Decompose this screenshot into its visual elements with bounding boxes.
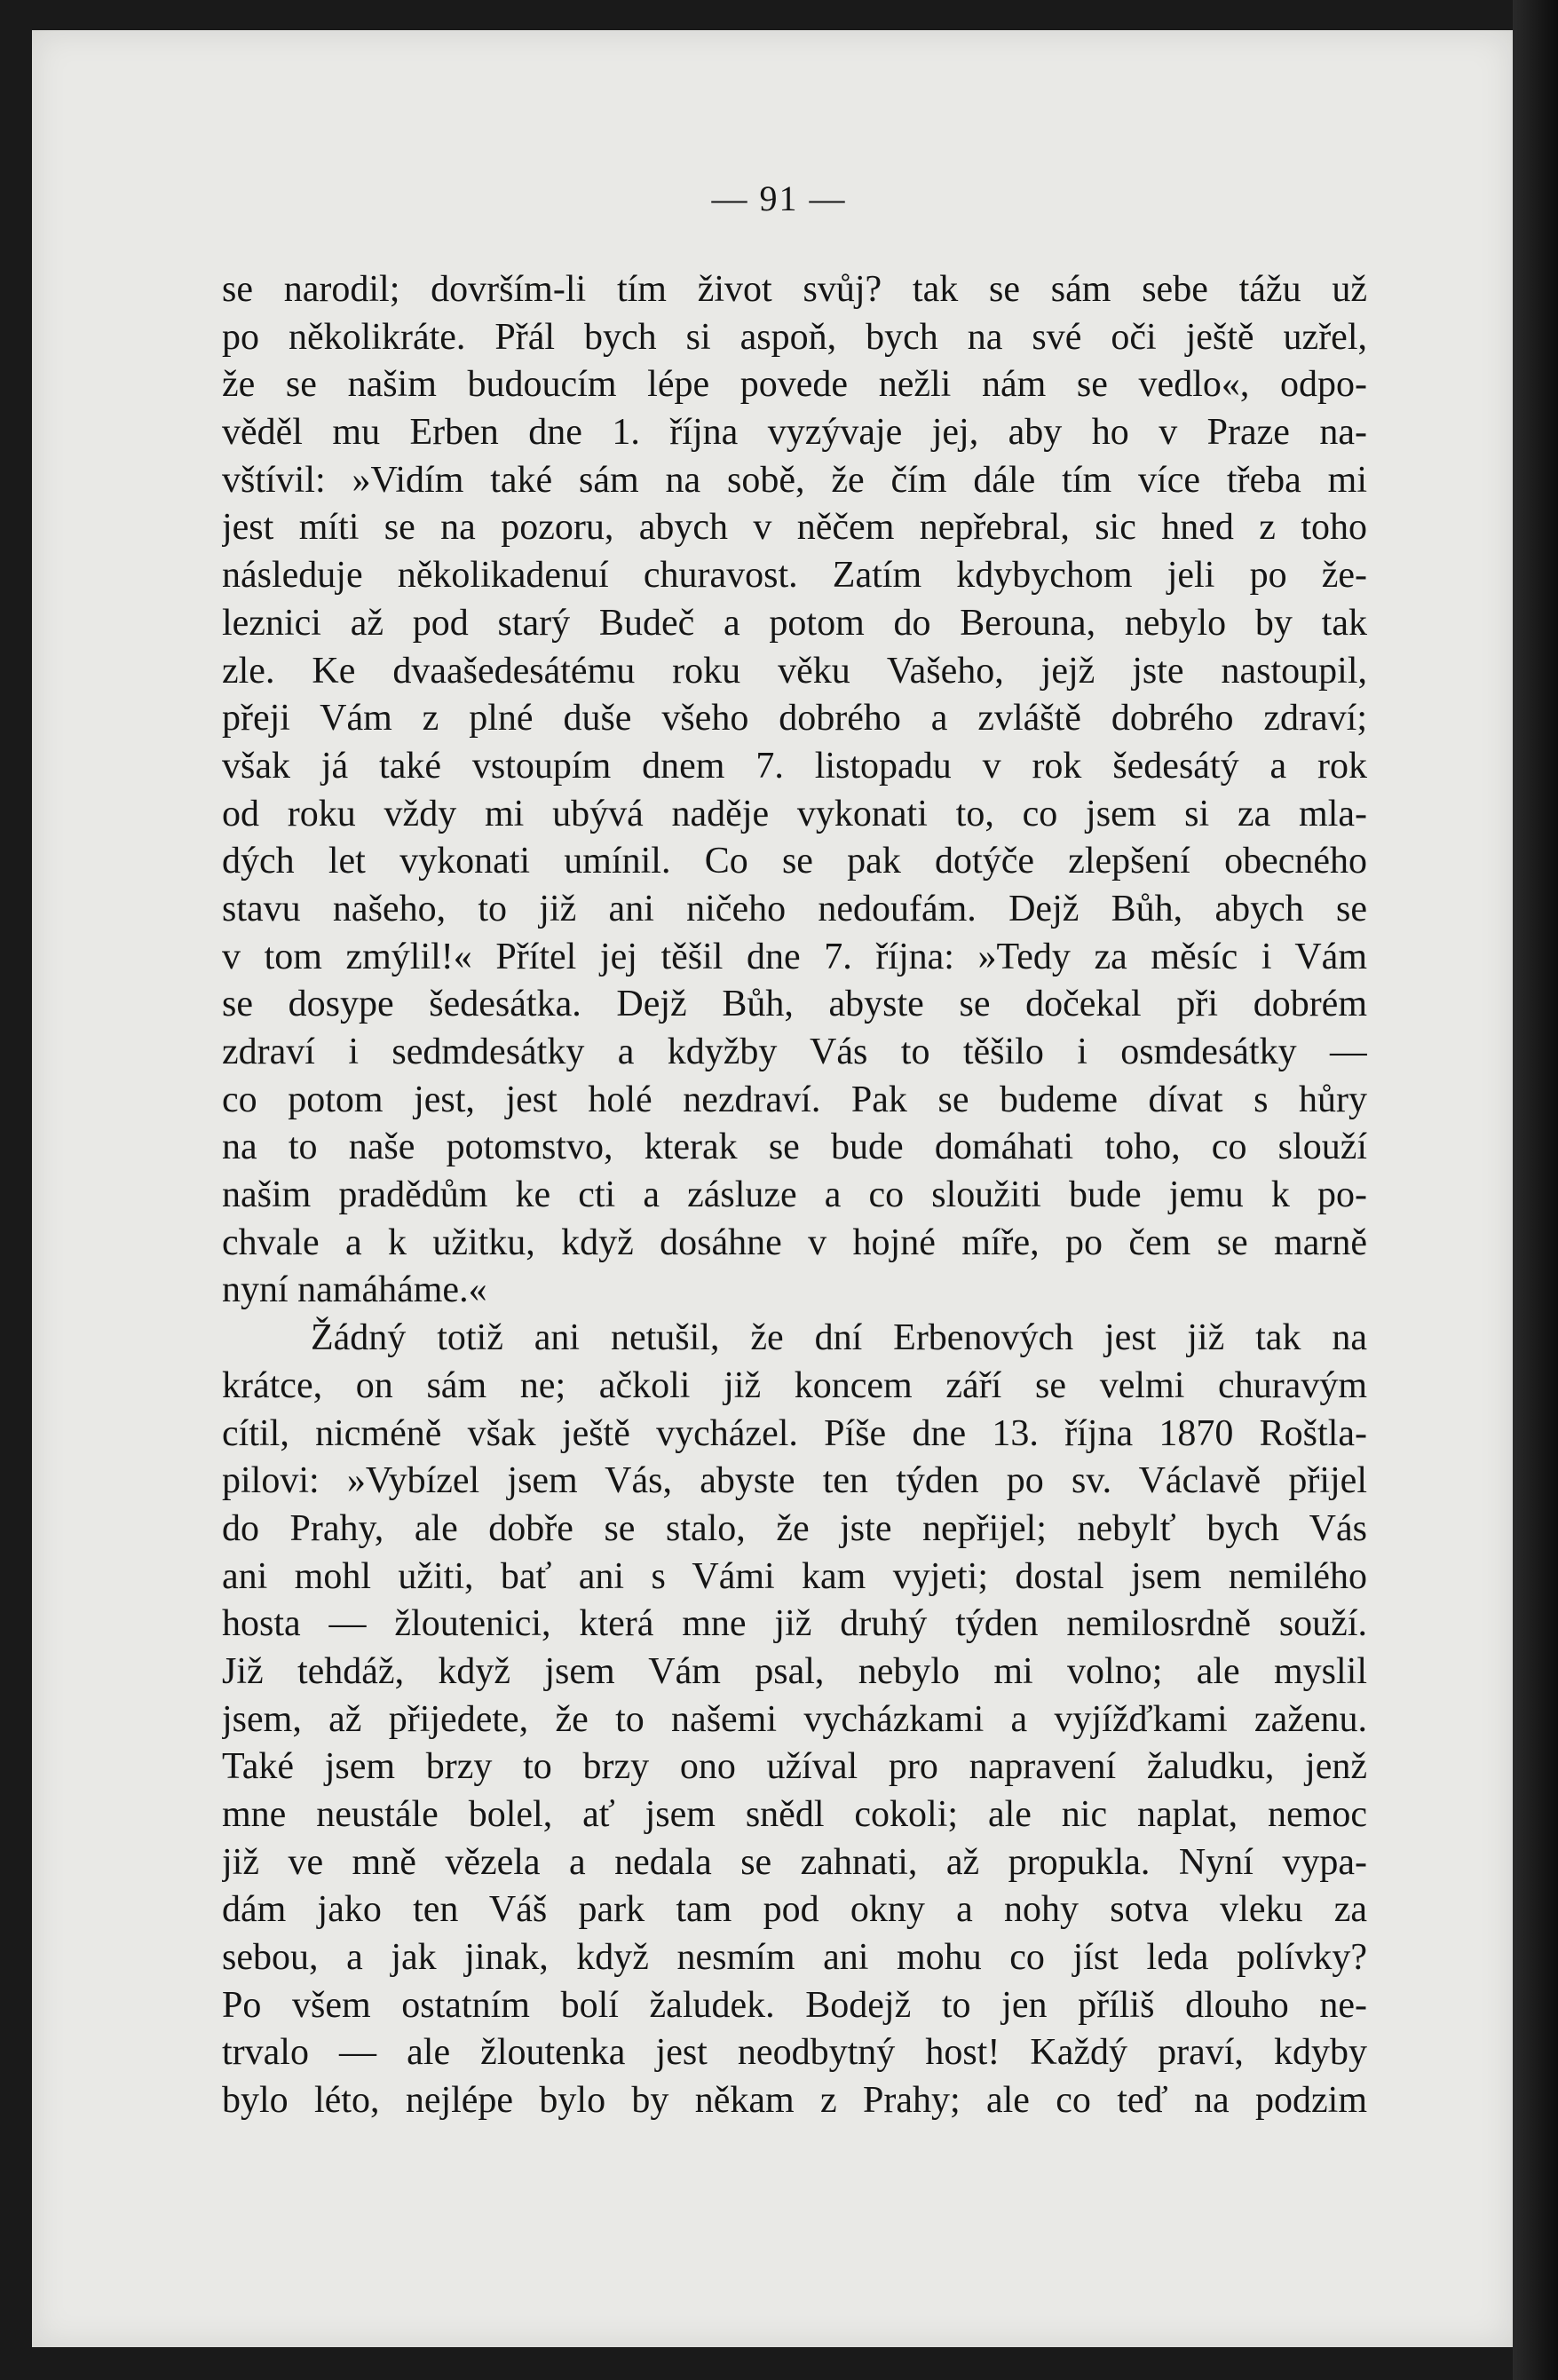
page-number: — 91 — xyxy=(711,178,847,218)
text-line: nyní namáháme.« xyxy=(222,1269,487,1311)
text-line: že se našim budoucím lépe povede nežli nám se vedlo«, odpo- xyxy=(222,364,1367,406)
paragraph xyxy=(222,1315,1367,2125)
text-line: trvalo — ale žloutenka jest neodbytný host! Každý praví, kdyby xyxy=(222,2032,1367,2074)
text-line: po několikráte. Přál bych si aspoň, bych na své oči ještě uzřel, xyxy=(222,316,1367,358)
text-line: bylo léto, nejlépe bylo by někam z Prahy; ale co teď na podzim xyxy=(222,2080,1367,2122)
text-line: přeji Vám z plné duše všeho dobrého a zvláště dobrého zdraví; xyxy=(222,698,1367,739)
text-line: se dosype šedesátka. Dejž Bůh, abyste se dočekal při dobrém xyxy=(222,984,1367,1025)
text-line: v tom zmýlil!« Přítel jej těšil dne 7. října: »Tedy za měsíc i Vám xyxy=(222,936,1367,977)
body-text xyxy=(222,266,1367,2125)
text-line: věděl mu Erben dne 1. října vyzývaje jej, aby ho v Praze na- xyxy=(222,412,1367,454)
text-line: do Prahy, ale dobře se stalo, že jste nepřijel; nebylť bych Vás xyxy=(222,1507,1367,1549)
text-line: jest míti se na pozoru, abych v něčem nepřebral, sic hned z toho xyxy=(222,507,1367,549)
text-line: vštívil: »Vidím také sám na sobě, že čím dále tím více třeba mi xyxy=(222,459,1367,501)
text-line: mne neustále bolel, ať jsem snědl cokoli; ale nic naplat, nemoc xyxy=(222,1794,1367,1835)
paragraph xyxy=(222,266,1367,1315)
text-line: již ve mně vězela a nedala se zahnati, až propukla. Nyní vypa- xyxy=(222,1841,1367,1883)
text-line: zle. Ke dvaašedesátému roku věku Vašeho, jejž jste nastoupil, xyxy=(222,650,1367,692)
text-line: leznici až pod starý Budeč a potom do Berouna, nebylo by tak xyxy=(222,602,1367,644)
text-line: dých let vykonati umínil. Co se pak dotýče zlepšení obecného xyxy=(222,841,1367,882)
text-line: následuje několikadenuí churavost. Zatím kdybychom jeli po že- xyxy=(222,555,1367,597)
text-line: od roku vždy mi ubývá naděje vykonati to, co jsem si za mla- xyxy=(222,793,1367,834)
text-line: krátce, on sám ne; ačkoli již koncem září se velmi churavým xyxy=(222,1364,1367,1406)
text-line: sebou, a jak jinak, když nesmím ani mohu co jíst leda polívky? xyxy=(222,1937,1367,1979)
text-line: ani mohl užiti, bať ani s Vámi kam vyjeti; dostal jsem nemilého xyxy=(222,1555,1367,1597)
book-gutter-shadow xyxy=(1513,0,1558,2380)
text-line: hosta — žloutenici, která mne již druhý týden nemilosrdně souží. xyxy=(222,1603,1367,1645)
text-line: Žádný totiž ani netušil, že dní Erbenových jest již tak na xyxy=(311,1317,1367,1359)
text-line: chvale a k užitku, když dosáhne v hojné míře, po čem se marně xyxy=(222,1222,1367,1263)
text-line: cítil, nicméně však ještě vycházel. Píše dne 13. října 1870 Roštla- xyxy=(222,1412,1367,1454)
text-line: však já také vstoupím dnem 7. listopadu v rok šedesátý a rok xyxy=(222,745,1367,787)
text-line: co potom jest, jest holé nezdraví. Pak se budeme dívat s hůry xyxy=(222,1079,1367,1120)
text-line: stavu našeho, to již ani ničeho nedoufám. Dejž Bůh, abych se xyxy=(222,888,1367,929)
text-line: pilovi: »Vybízel jsem Vás, abyste ten týden po sv. Václavě přijel xyxy=(222,1460,1367,1502)
text-line: se narodil; dovrším-li tím život svůj? tak se sám sebe tážu už xyxy=(222,269,1367,310)
text-line: na to naše potomstvo, kterak se bude domáhati toho, co slouží xyxy=(222,1127,1367,1168)
text-line: jsem, až přijedete, že to našemi vycházkami a vyjížďkami zaženu. xyxy=(222,1698,1367,1740)
text-line: našim pradědům ke cti a zásluze a co sloužiti bude jemu k po- xyxy=(222,1174,1367,1216)
text-line: Po všem ostatním bolí žaludek. Bodejž to jen příliš dlouho ne- xyxy=(222,1984,1367,2026)
text-line: Také jsem brzy to brzy ono užíval pro napravení žaludku, jenž xyxy=(222,1746,1367,1788)
text-line: Již tehdáž, když jsem Vám psal, nebylo mi volno; ale myslil xyxy=(222,1650,1367,1692)
text-line: zdraví i sedmdesátky a kdyžby Vás to těšilo i osmdesátky — xyxy=(222,1032,1367,1072)
text-line: dám jako ten Váš park tam pod okny a nohy sotva vleku za xyxy=(222,1889,1367,1931)
